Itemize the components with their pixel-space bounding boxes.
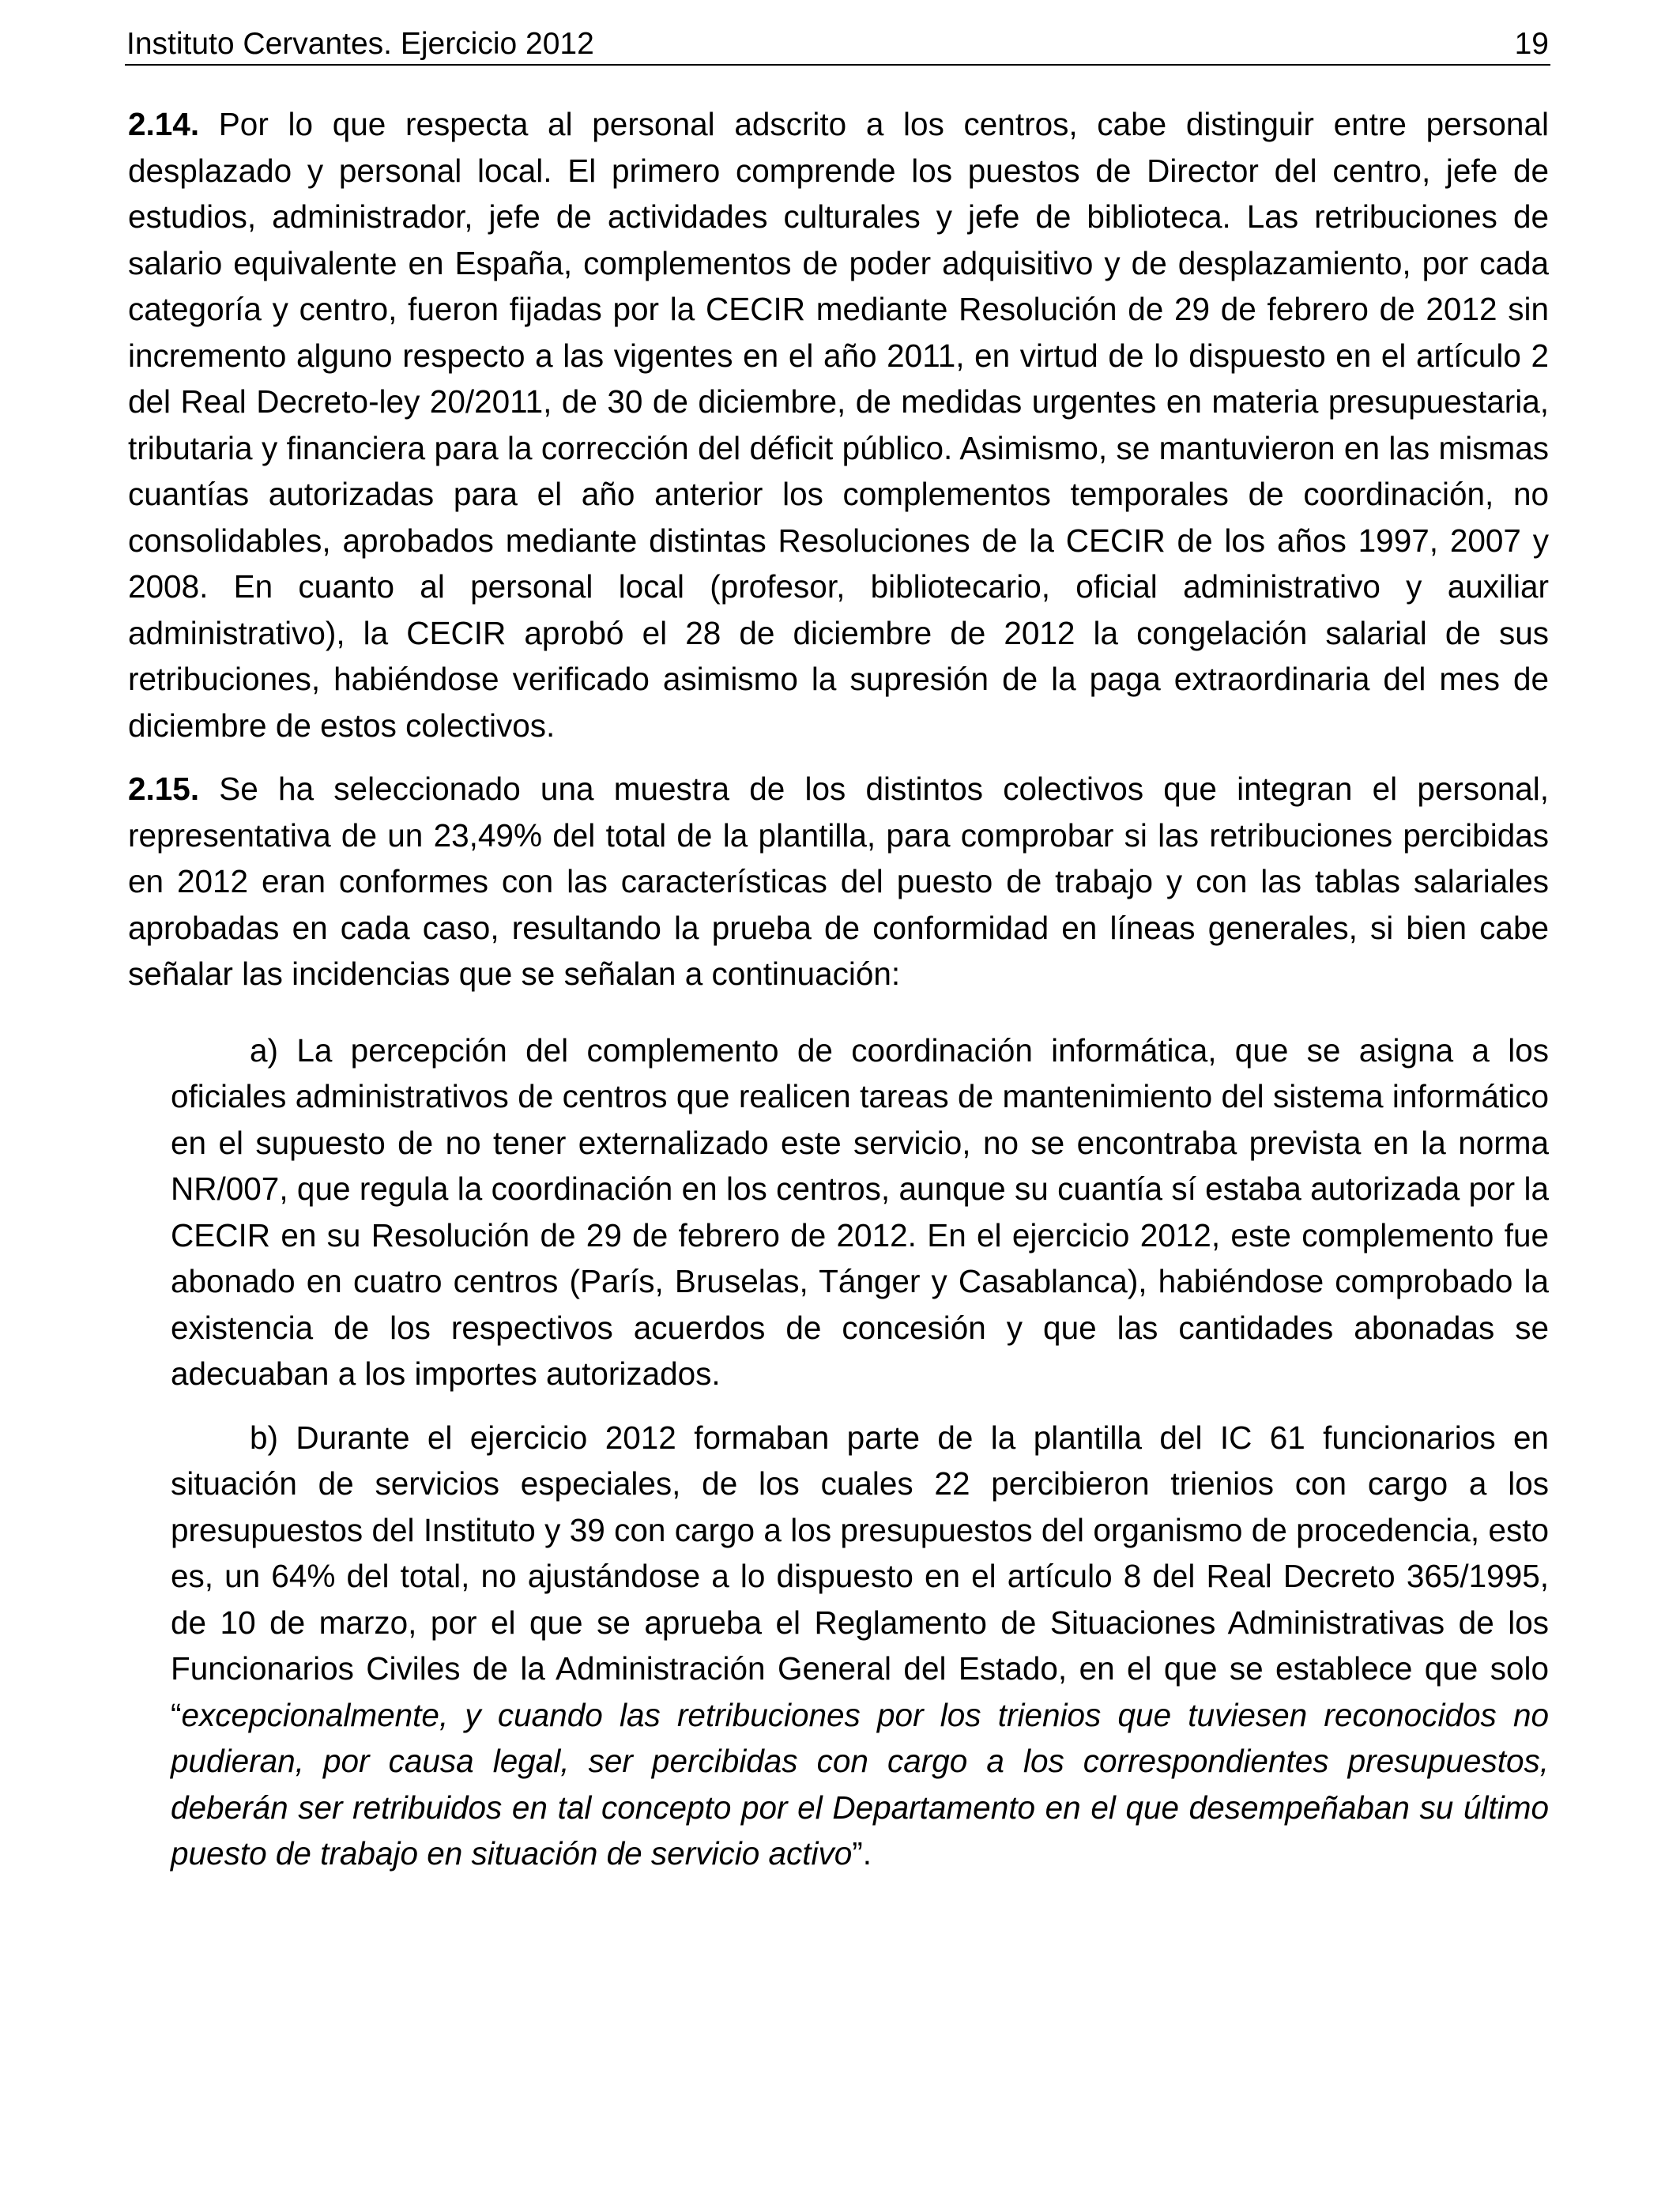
incidence-item-a: a) La percepción del complemento de coordinación informática, que se asigna a los oficiales administrativos de centros que realicen tareas de mantenimiento del sistema informático en el supuesto de no tener externalizado este servicio, no se encontraba prevista en la norma NR/007, que regula la coordinación en los centros, aunque su cuantía sí estaba autorizada por la CECIR en su Resolución de 29 de febrero de 2012. En el ejercicio 2012, este complemento fue abonado en cuatro centros (París, Bruselas, Tánger y Casablanca), habiéndose comprobado la existencia de los respectivos acuerdos de concesión y que las cantidades abonadas se adecuaban a los importes autorizados. <box>171 1031 1549 1392</box>
page-number: 19 <box>1514 27 1549 61</box>
item-text-end: ”. <box>852 1835 872 1872</box>
incidence-item-b <box>171 1415 1549 1877</box>
section-number: 2.14. <box>128 106 200 142</box>
page-header <box>126 24 1549 65</box>
quoted-regulation-text: excepcionalmente, y cuando las retribuciones por los trienios que tuviesen reconocidos no pudieran, por causa legal, ser percibidas con cargo a los correspondientes presupuestos, deberán ser retribuidos en tal concepto por el Departamento en el que desempeñaban su último puesto de trabajo en situación de servicio activo <box>171 1696 1549 1872</box>
item-text: b) Durante el ejercicio 2012 formaban parte de la plantilla del IC 61 funcionarios en situación de servicios especiales, de los cuales 22 percibieron trienios con cargo a los presupuestos del Instituto y 39 con cargo a los presupuestos del organismo de procedencia, esto es, un 64% del total, no ajustándose a lo dispuesto en el artículo 8 del Real Decreto 365/1995, de 10 de marzo, por el que se aprueba el Reglamento de Situaciones Administrativas de los Funcionarios Civiles de la Administración General del Estado, en el que se establece que solo “ <box>171 1419 1549 1733</box>
incidences-list <box>171 1027 1549 1877</box>
section-number: 2.15. <box>128 771 200 807</box>
header-title: Instituto Cervantes. Ejercicio 2012 <box>126 27 594 61</box>
header-divider <box>125 64 1550 66</box>
paragraph-text: Por lo que respecta al personal adscrito a los centros, cabe distinguir entre personal desplazado y personal local. El primero comprende los puestos de Director del centro, jefe de estudios, administrador, jefe de actividades culturales y jefe de biblioteca. Las retribuciones de salario equivalente en España, complementos de poder adquisitivo y de desplazamiento, por cada categoría y centro, fueron fijadas por la CECIR mediante Resolución de 29 de febrero de 2012 sin incremento alguno respecto a las vigentes en el año 2011, en virtud de lo dispuesto en el artículo 2 del Real Decreto-ley 20/2011, de 30 de diciembre, de medidas urgentes en materia presupuestaria, tributaria y financiera para la corrección del déficit público. Asimismo, se mantuvieron en las mismas cuantías autorizadas para el año anterior los complementos temporales de coordinación, no consolidables, aprobados mediante distintas Resoluciones de la CECIR de los años 1997, 2007 y 2008. En cuanto al personal local (profesor, bibliotecario, oficial administrativo y auxiliar administrativo), la CECIR aprobó el 28 de diciembre de 2012 la congelación salarial de sus retribuciones, habiéndose verificado asimismo la supresión de la paga extraordinaria del mes de diciembre de estos colectivos. <box>128 106 1549 744</box>
paragraph-2-14 <box>128 101 1549 748</box>
document-body <box>128 101 1549 1877</box>
paragraph-2-15 <box>128 766 1549 997</box>
paragraph-text: Se ha seleccionado una muestra de los distintos colectivos que integran el personal, representativa de un 23,49% del total de la plantilla, para comprobar si las retribuciones percibidas en 2012 eran conformes con las características del puesto de trabajo y con las tablas salariales aprobadas en cada caso, resultando la prueba de conformidad en líneas generales, si bien cabe señalar las incidencias que se señalan a continuación: <box>128 771 1549 992</box>
